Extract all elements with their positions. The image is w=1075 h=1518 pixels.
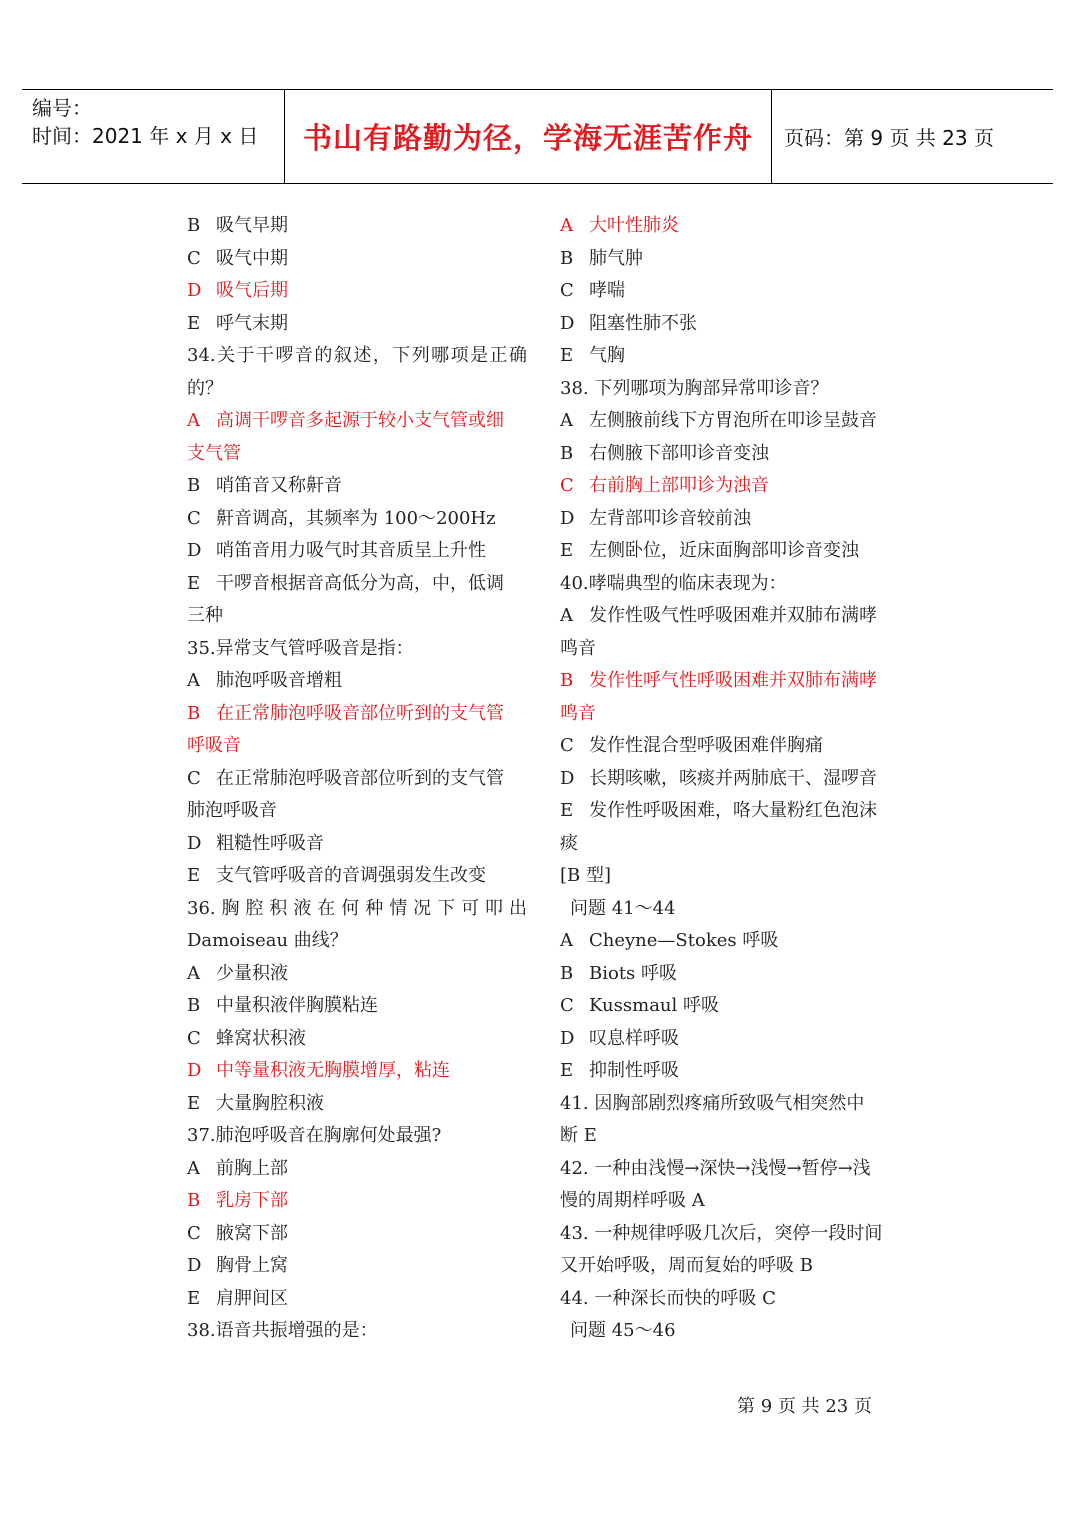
question-line bbox=[187, 633, 527, 666]
line-text: 右侧腋下部叩诊音变浊 bbox=[589, 442, 769, 464]
option-letter: A bbox=[560, 215, 573, 236]
line-text: 44. 一种深长而快的呼吸 C bbox=[560, 1287, 776, 1309]
question-line bbox=[560, 568, 895, 601]
option-letter: E bbox=[560, 345, 574, 366]
option-line bbox=[560, 600, 895, 633]
option-letter: E bbox=[187, 312, 201, 334]
line-text: 35.异常支气管呼吸音是指： bbox=[187, 637, 414, 659]
option-line bbox=[560, 308, 895, 341]
header-page-label: 页码：第 9 页 共 23 页 bbox=[784, 126, 994, 150]
line-text: 三种 bbox=[187, 605, 223, 626]
line-text: 吸气早期 bbox=[216, 215, 288, 236]
line-text: 38.语音共振增强的是： bbox=[187, 1320, 378, 1341]
line-text: 哨笛音又称鼾音 bbox=[216, 475, 342, 496]
line-text: 左背部叩诊音较前浊 bbox=[589, 507, 751, 529]
time-label: 时间：2021 年 x 月 x 日 bbox=[32, 124, 259, 148]
option-letter: C bbox=[187, 507, 201, 529]
option-line bbox=[560, 665, 895, 698]
line-text: 少量积液 bbox=[216, 962, 288, 984]
header-motto: 书山有路勤为径，学海无涯苦作舟 bbox=[285, 90, 772, 183]
option-line bbox=[560, 405, 895, 438]
option-letter: A bbox=[187, 1157, 200, 1179]
line-text: 鸣音 bbox=[560, 637, 596, 659]
option-letter: D bbox=[560, 1027, 575, 1049]
line-text: 哮喘 bbox=[589, 280, 625, 301]
question-line bbox=[187, 893, 527, 926]
option-line bbox=[187, 698, 527, 731]
document-header bbox=[22, 89, 1053, 184]
option-letter: B bbox=[187, 702, 201, 724]
line-text: 阻塞性肺不张 bbox=[589, 312, 697, 334]
question-line bbox=[187, 795, 527, 828]
line-text: 的？ bbox=[187, 377, 223, 399]
question-line bbox=[560, 633, 895, 666]
line-text: 又开始呼吸，周而复始的呼吸 B bbox=[560, 1255, 813, 1276]
option-line bbox=[187, 665, 527, 698]
line-text: 41. 因胸部剧烈疼痛所致吸气相突然中 bbox=[560, 1092, 865, 1114]
option-letter: C bbox=[560, 995, 574, 1016]
line-text: 中量积液伴胸膜粘连 bbox=[216, 995, 378, 1016]
line-text: 肩胛间区 bbox=[216, 1287, 288, 1309]
option-line bbox=[187, 308, 527, 341]
question-line bbox=[560, 893, 895, 926]
line-text: 34.关于干啰音的叙述，下列哪项是正确 bbox=[187, 345, 527, 366]
option-line bbox=[560, 275, 895, 308]
question-line bbox=[560, 860, 895, 893]
right-column bbox=[560, 210, 895, 1348]
line-text: 大量胸腔积液 bbox=[216, 1092, 324, 1114]
option-letter: D bbox=[187, 1060, 202, 1081]
option-letter: C bbox=[187, 1027, 201, 1049]
question-line bbox=[560, 1315, 895, 1348]
line-text: Biots 呼吸 bbox=[589, 962, 678, 984]
question-line bbox=[187, 1315, 527, 1348]
question-line bbox=[560, 1218, 895, 1251]
option-letter: D bbox=[187, 540, 202, 561]
line-text: 粗糙性呼吸音 bbox=[216, 832, 324, 854]
option-letter: B bbox=[560, 442, 574, 464]
option-line bbox=[187, 470, 527, 503]
option-line bbox=[560, 795, 895, 828]
line-text: 蜂窝状积液 bbox=[216, 1027, 306, 1049]
line-text: 问题 45～46 bbox=[570, 1320, 676, 1341]
option-letter: A bbox=[187, 410, 200, 431]
line-text: 38. 下列哪项为胸部异常叩诊音？ bbox=[560, 377, 829, 399]
option-letter: C bbox=[187, 247, 201, 269]
line-text: 断 E bbox=[560, 1125, 597, 1146]
option-line bbox=[187, 1185, 527, 1218]
option-line bbox=[560, 470, 895, 503]
option-line bbox=[187, 1088, 527, 1121]
option-line bbox=[187, 1283, 527, 1316]
option-letter: B bbox=[187, 475, 201, 496]
option-letter: C bbox=[187, 767, 201, 789]
question-line bbox=[560, 373, 895, 406]
option-line bbox=[560, 243, 895, 276]
option-letter: A bbox=[560, 605, 573, 626]
option-letter: E bbox=[560, 1060, 574, 1081]
option-letter: B bbox=[187, 995, 201, 1016]
line-text: 42. 一种由浅慢→深快→浅慢→暂停→浅 bbox=[560, 1157, 871, 1179]
question-line bbox=[187, 1120, 527, 1153]
option-line bbox=[560, 438, 895, 471]
option-line bbox=[560, 730, 895, 763]
option-line bbox=[187, 210, 527, 243]
line-text: 吸气后期 bbox=[216, 280, 288, 301]
line-text: 发作性呼气性呼吸困难并双肺布满哮 bbox=[589, 670, 877, 691]
line-text: 哨笛音用力吸气时其音质呈上升性 bbox=[216, 540, 486, 561]
question-line bbox=[560, 1185, 895, 1218]
line-text: 37.肺泡呼吸音在胸廓何处最强? bbox=[187, 1125, 442, 1146]
option-line bbox=[187, 503, 527, 536]
question-line bbox=[187, 340, 527, 373]
option-letter: B bbox=[187, 1190, 201, 1211]
option-letter: A bbox=[187, 962, 200, 984]
line-text: 发作性混合型呼吸困难伴胸痛 bbox=[589, 735, 823, 756]
page-footer: 第 9 页 共 23 页 bbox=[737, 1396, 872, 1417]
option-letter: B bbox=[187, 215, 201, 236]
line-text: 慢的周期样呼吸 A bbox=[560, 1190, 705, 1211]
line-text: 气胸 bbox=[589, 345, 625, 366]
option-letter: E bbox=[187, 1092, 201, 1114]
line-text: 支气管呼吸音的音调强弱发生改变 bbox=[216, 865, 486, 886]
option-line bbox=[187, 1055, 527, 1088]
line-text: Cheyne—Stokes 呼吸 bbox=[589, 930, 779, 951]
header-meta-cell bbox=[22, 90, 285, 183]
line-text: 发作性吸气性呼吸困难并双肺布满哮 bbox=[589, 605, 877, 626]
option-line bbox=[560, 925, 895, 958]
line-text: 乳房下部 bbox=[216, 1190, 288, 1211]
option-letter: D bbox=[560, 767, 575, 789]
question-line bbox=[560, 1120, 895, 1153]
option-letter: E bbox=[187, 1287, 201, 1309]
option-line bbox=[187, 243, 527, 276]
option-letter: C bbox=[560, 475, 574, 496]
line-text: 呼气末期 bbox=[216, 312, 288, 334]
option-line bbox=[560, 340, 895, 373]
option-line bbox=[187, 1250, 527, 1283]
option-letter: C bbox=[560, 280, 574, 301]
line-text: 中等量积液无胸膜增厚，粘连 bbox=[216, 1060, 450, 1081]
option-letter: B bbox=[560, 247, 574, 269]
option-line bbox=[187, 1218, 527, 1251]
option-line bbox=[560, 958, 895, 991]
line-text: 腋窝下部 bbox=[216, 1222, 288, 1244]
question-line bbox=[560, 1250, 895, 1283]
line-text: 肺气肿 bbox=[589, 247, 643, 269]
option-letter: E bbox=[187, 572, 201, 594]
option-letter: D bbox=[560, 507, 575, 529]
line-text: 痰 bbox=[560, 832, 578, 854]
option-letter: B bbox=[560, 670, 574, 691]
line-text: Kussmaul 呼吸 bbox=[589, 995, 719, 1016]
option-letter: E bbox=[560, 800, 574, 821]
line-text: Damoiseau 曲线？ bbox=[187, 930, 348, 951]
left-column bbox=[187, 210, 527, 1348]
option-letter: D bbox=[187, 1255, 202, 1276]
option-line bbox=[560, 535, 895, 568]
option-letter: D bbox=[560, 312, 575, 334]
option-line bbox=[187, 275, 527, 308]
line-text: 抑制性呼吸 bbox=[589, 1060, 679, 1081]
option-letter: C bbox=[560, 735, 574, 756]
question-line bbox=[560, 698, 895, 731]
line-text: 吸气中期 bbox=[216, 247, 288, 269]
question-line bbox=[560, 1283, 895, 1316]
option-line bbox=[187, 405, 527, 438]
option-line bbox=[560, 990, 895, 1023]
option-line bbox=[187, 535, 527, 568]
option-line bbox=[560, 1023, 895, 1056]
line-text: 鸣音 bbox=[560, 702, 596, 724]
line-text: 右前胸上部叩诊为浊音 bbox=[589, 475, 769, 496]
option-line bbox=[560, 210, 895, 243]
line-text: 发作性呼吸困难，咯大量粉红色泡沫 bbox=[589, 800, 877, 821]
option-letter: D bbox=[187, 280, 202, 301]
option-line bbox=[560, 763, 895, 796]
line-text: 前胸上部 bbox=[216, 1157, 288, 1179]
line-text: 36. 胸 腔 积 液 在 何 种 情 况 下 可 叩 出 bbox=[187, 897, 527, 919]
question-line bbox=[187, 925, 527, 958]
question-line bbox=[187, 438, 527, 471]
option-line bbox=[187, 1023, 527, 1056]
option-line bbox=[560, 1055, 895, 1088]
line-text: 呼吸音 bbox=[187, 735, 241, 756]
option-letter: A bbox=[560, 410, 573, 431]
option-letter: E bbox=[560, 540, 574, 561]
option-line bbox=[187, 568, 527, 601]
number-label: 编号： bbox=[32, 96, 92, 120]
line-text: 高调干啰音多起源于较小支气管或细 bbox=[216, 410, 504, 431]
line-text: 在正常肺泡呼吸音部位听到的支气管 bbox=[216, 767, 504, 789]
question-line bbox=[560, 1088, 895, 1121]
option-letter: B bbox=[560, 962, 574, 984]
option-line bbox=[187, 828, 527, 861]
question-line bbox=[187, 373, 527, 406]
option-letter: A bbox=[187, 670, 200, 691]
line-text: 大叶性肺炎 bbox=[589, 215, 679, 236]
question-line bbox=[560, 1153, 895, 1186]
question-line bbox=[187, 600, 527, 633]
line-text: 鼾音调高，其频率为 100～200Hz bbox=[216, 507, 496, 529]
line-text: 43. 一种规律呼吸几次后，突停一段时间 bbox=[560, 1222, 883, 1244]
line-text: 在正常肺泡呼吸音部位听到的支气管 bbox=[216, 702, 504, 724]
question-line bbox=[560, 828, 895, 861]
line-text: 叹息样呼吸 bbox=[589, 1027, 679, 1049]
option-line bbox=[560, 503, 895, 536]
option-letter: E bbox=[187, 865, 201, 886]
option-letter: D bbox=[187, 832, 202, 854]
option-letter: A bbox=[560, 930, 573, 951]
line-text: 肺泡呼吸音 bbox=[187, 800, 277, 821]
question-line bbox=[187, 730, 527, 763]
option-line bbox=[187, 958, 527, 991]
option-line bbox=[187, 860, 527, 893]
line-text: 40.哮喘典型的临床表现为： bbox=[560, 572, 787, 594]
line-text: 肺泡呼吸音增粗 bbox=[216, 670, 342, 691]
line-text: 左侧腋前线下方胃泡所在叩诊呈鼓音 bbox=[589, 410, 877, 431]
line-text: 左侧卧位，近床面胸部叩诊音变浊 bbox=[589, 540, 859, 561]
option-line bbox=[187, 1153, 527, 1186]
line-text: 胸骨上窝 bbox=[216, 1255, 288, 1276]
line-text: 干啰音根据音高低分为高，中，低调 bbox=[216, 572, 504, 594]
option-line bbox=[187, 990, 527, 1023]
option-letter: C bbox=[187, 1222, 201, 1244]
option-line bbox=[187, 763, 527, 796]
line-text: 长期咳嗽，咳痰并两肺底干、湿啰音 bbox=[589, 767, 877, 789]
line-text: 问题 41～44 bbox=[570, 897, 676, 919]
line-text: [B 型] bbox=[560, 865, 611, 886]
line-text: 支气管 bbox=[187, 442, 241, 464]
